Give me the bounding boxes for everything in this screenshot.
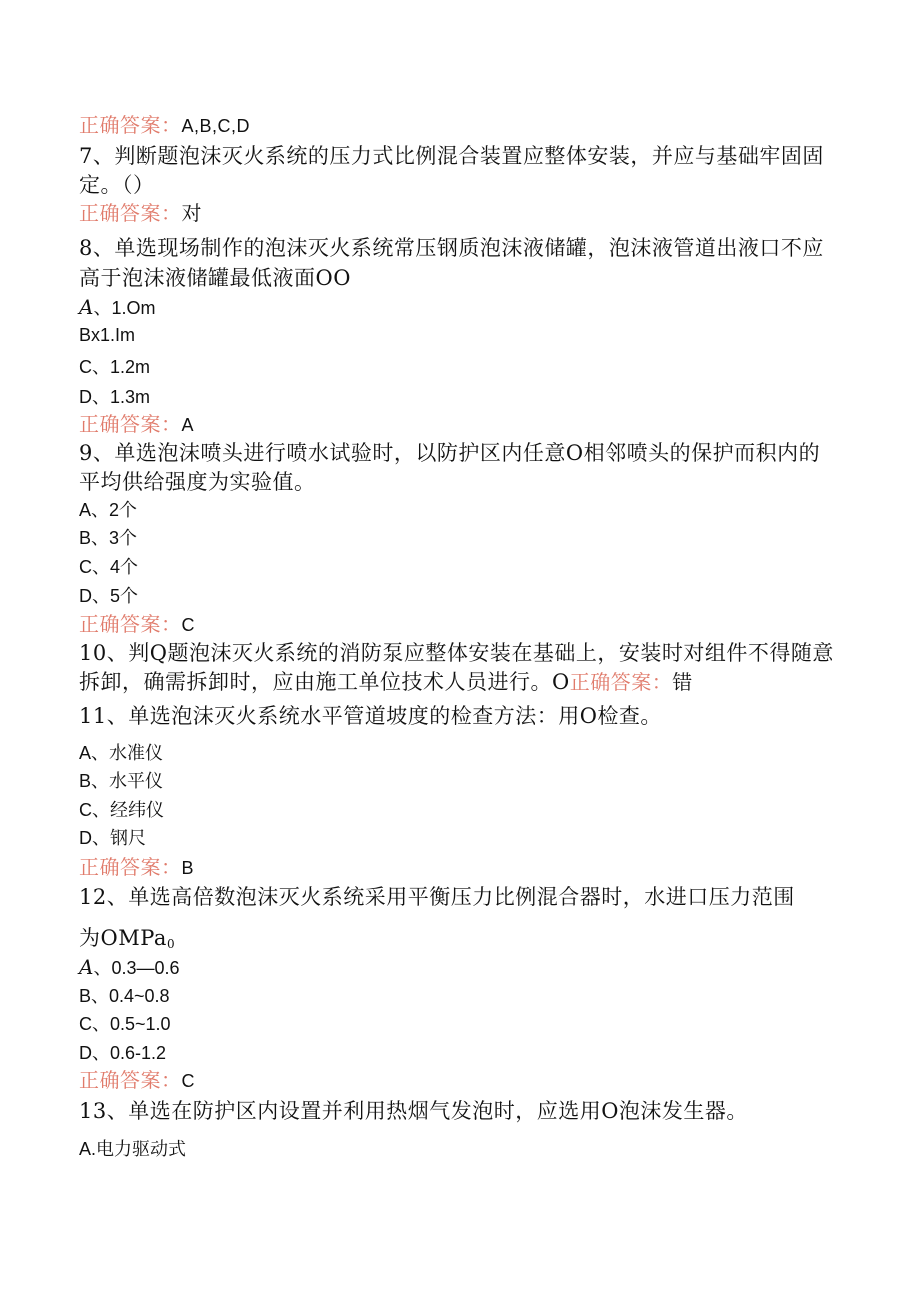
q11-option-a: A、水准仪	[79, 743, 164, 763]
q9-text-line2: 平均供给强度为实验值。	[79, 470, 316, 494]
q12-text-line2-body: 为OMPa	[79, 926, 167, 950]
answer-value: A	[181, 415, 195, 435]
q11-answer	[79, 854, 194, 881]
answer-value: A,B,C,D	[181, 116, 251, 136]
q8-option-a	[79, 294, 155, 321]
q12-option-b: B、0.4~0.8	[79, 986, 170, 1006]
q12-option-c: C、0.5~1.0	[79, 1014, 171, 1034]
q9-text-line1: 9、单选泡沫喷头进行喷水试验时，以防护区内任意O相邻喷头的保护而积内的	[79, 441, 821, 465]
answer-label: 正确答案：	[79, 612, 182, 636]
answer-label: 正确答案：	[79, 1068, 182, 1092]
q11-text-line1: 11、单选泡沫灭火系统水平管道坡度的检查方法：用O检查。	[79, 704, 662, 728]
q8-option-b: Bx1.Im	[79, 325, 136, 345]
answer-label: 正确答案：	[79, 113, 182, 137]
q8-text-line2: 高于泡沫液储罐最低液面OO	[79, 266, 351, 290]
answer-value: C	[181, 1071, 195, 1091]
q13-option-a: A.电力驱动式	[79, 1139, 187, 1159]
q8-text-line1: 8、单选现场制作的泡沫灭火系统常压钢质泡沫液储罐，泡沫液管道出液口不应	[79, 236, 824, 260]
option-letter: A	[79, 295, 94, 319]
q8-option-c: C、1.2m	[79, 357, 151, 377]
q7-text-line2: 定。（）	[79, 173, 155, 197]
q7-answer	[79, 200, 202, 226]
q13-text-line1: 13、单选在防护区内设置并利用热烟气发泡时，应选用O泡沫发生器。	[79, 1099, 748, 1123]
q12-text-line2	[79, 925, 175, 957]
q6-answer	[79, 112, 250, 139]
q9-option-c: C、4个	[79, 557, 139, 577]
q10-text-line1: 10、判Q题泡沫灭火系统的消防泵应整体安装在基础上，安装时对组件不得随意	[79, 641, 834, 665]
answer-label: 正确答案：	[569, 670, 673, 694]
q9-option-b: B、3个	[79, 528, 138, 548]
q8-option-d: D、1.3m	[79, 387, 151, 407]
q12-option-d: D、0.6-1.2	[79, 1043, 167, 1063]
q12-option-a	[79, 954, 180, 981]
answer-label: 正确答案：	[79, 855, 182, 879]
answer-value: B	[181, 858, 195, 878]
q8-answer	[79, 411, 194, 438]
option-text: 、0.3—0.6	[93, 958, 180, 978]
q12-text-line2-subscript: 0	[166, 937, 176, 951]
q11-option-b: B、水平仪	[79, 771, 164, 791]
q9-option-d: D、5个	[79, 586, 139, 606]
option-letter: A	[79, 955, 94, 979]
q11-option-c: C、经纬仪	[79, 800, 164, 820]
q9-option-a: A、2个	[79, 500, 138, 520]
q7-text-line1: 7、判断题泡沫灭火系统的压力式比例混合装置应整体安装，并应与基础牢固固	[79, 144, 824, 168]
option-text: 、1.Om	[93, 298, 156, 318]
answer-label: 正确答案：	[79, 412, 182, 436]
q11-option-d: D、钢尺	[79, 828, 146, 848]
q12-answer	[79, 1067, 195, 1094]
q10-text-line2	[79, 669, 693, 695]
answer-value: C	[181, 615, 195, 635]
answer-value: 错	[672, 670, 693, 694]
answer-value: 对	[181, 201, 202, 225]
q12-text-line1: 12、单选高倍数泡沫灭火系统采用平衡压力比例混合器时，水进口压力范围	[79, 885, 795, 909]
answer-label: 正确答案：	[79, 201, 182, 225]
q9-answer	[79, 611, 195, 638]
q10-text-line2-body: 拆卸，确需拆卸时，应由施工单位技术人员进行。O	[79, 670, 570, 694]
